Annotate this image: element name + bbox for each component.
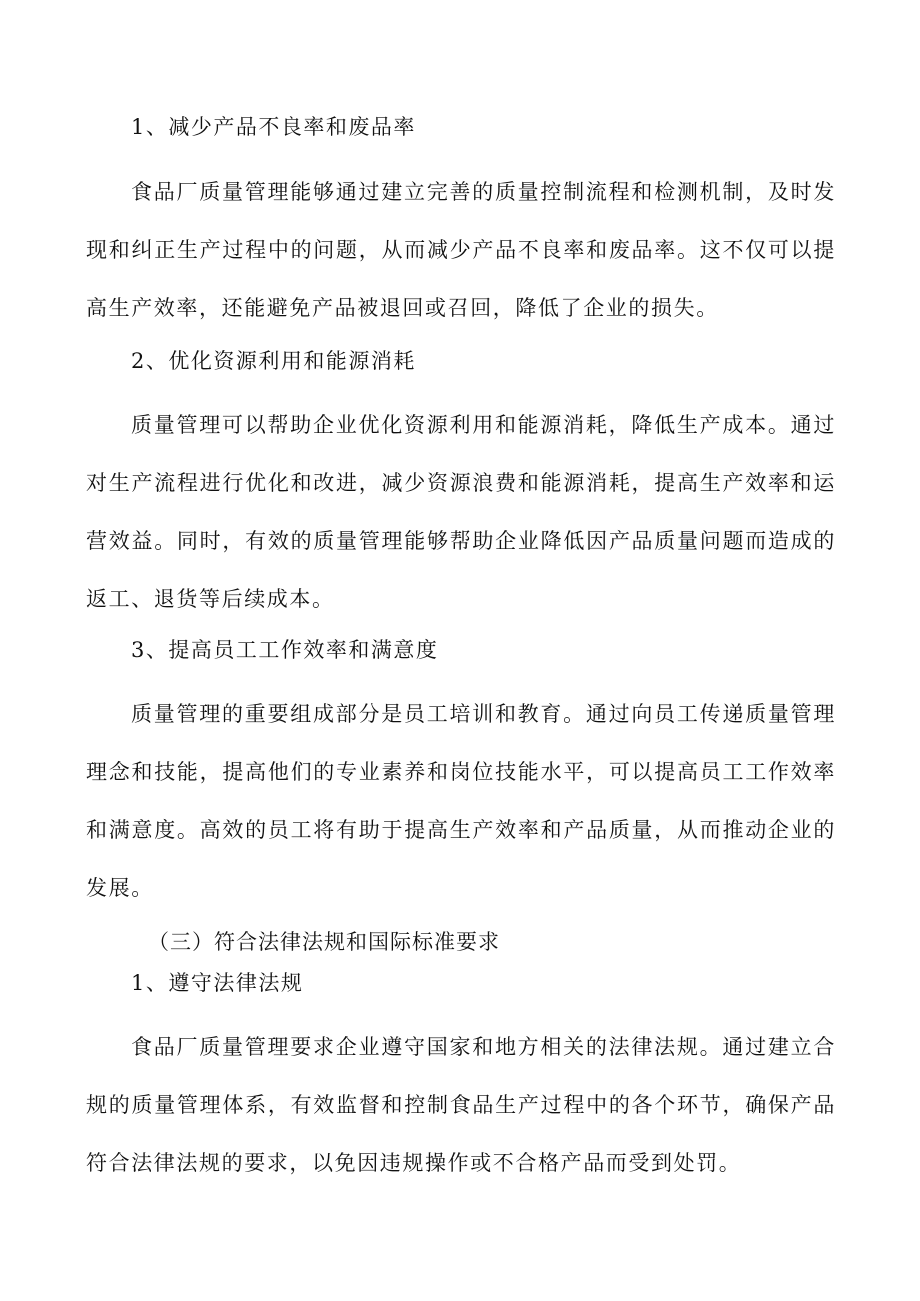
section-heading-3: 3、提高员工工作效率和满意度: [131, 638, 439, 662]
section-paragraph-1: 食品厂质量管理能够通过建立完善的质量控制流程和检测机制，及时发现和纠正生产过程中的问题，从而减少产品不良率和废品率。这不仅可以提高生产效率，还能避免产品被退回或召回，降低了企业的损失。: [86, 180, 836, 320]
section-paragraph-2: 质量管理可以帮助企业优化资源利用和能源消耗，降低生产成本。通过对生产流程进行优化和改进，减少资源浪费和能源消耗，提高生产效率和运营效益。同时，有效的质量管理能够帮助企业降低因产品质量问题而造成的返工、退货等后续成本。: [86, 413, 836, 611]
part-three-heading-1: 1、遵守法律法规: [131, 971, 304, 995]
part-three-paragraph-1: 食品厂质量管理要求企业遵守国家和地方相关的法律法规。通过建立合规的质量管理体系，有效监督和控制食品生产过程中的各个环节，确保产品符合法律法规的要求，以免因违规操作或不合格产品而受到处罚。: [86, 1035, 836, 1175]
section-heading-1: 1、减少产品不良率和废品率: [131, 115, 416, 139]
section-heading-2: 2、优化资源利用和能源消耗: [131, 349, 416, 373]
section-paragraph-3: 质量管理的重要组成部分是员工培训和教育。通过向员工传递质量管理理念和技能，提高他们的专业素养和岗位技能水平，可以提高员工工作效率和满意度。高效的员工将有助于提高生产效率和产品质量，从而推动企业的发展。: [86, 702, 836, 900]
part-three-title: （三）符合法律法规和国际标准要求: [148, 930, 500, 954]
